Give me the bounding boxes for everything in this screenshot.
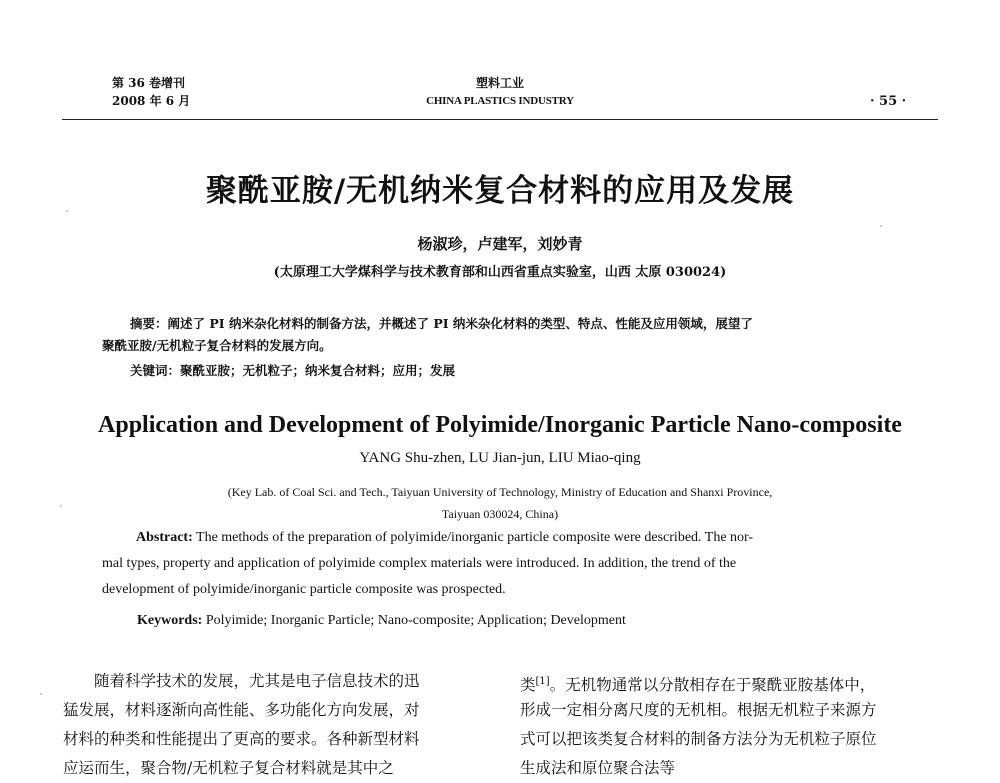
body-left-line-1 (63, 667, 483, 696)
scan-speck (40, 693, 42, 695)
body-right-line-3: 式可以把该类复合材料的制备方法分为无机粒子原位 (520, 730, 877, 748)
article-title-cn: 聚酰亚胺/无机纳米复合材料的应用及发展 (205, 173, 795, 209)
affiliation-en-line-2: Taiyuan 030024, China) (441, 507, 559, 521)
abstract-cn-line-2: 聚酰亚胺/无机粒子复合材料的发展方向。 (102, 338, 332, 353)
affiliation-cn: (太原理工大学煤科学与技术教育部和山西省重点实验室，山西 太原 030024) (273, 265, 727, 280)
keywords-en (137, 613, 626, 629)
body-left-line-4: 应运而生，聚合物/无机粒子复合材料就是其中之 (63, 759, 394, 777)
abstract-en-line-1 (102, 525, 902, 551)
body-right-suffix: 。无机物通常以分散相存在于聚酰亚胺基体中， (549, 676, 876, 695)
body-right-line-2: 形成一定相分离尺度的无机相。根据无机粒子来源方 (520, 701, 877, 719)
issue-date: 2008 年 6 月 (112, 94, 191, 108)
abstract-en-line-3: development of polyimide/inorganic particle composite was prospected. (102, 582, 506, 597)
volume-label: 第 36 卷增刊 (112, 76, 186, 90)
abstract-en (102, 525, 902, 603)
keywords-en-text: Polyimide; Inorganic Particle; Nano-composite; Application; Development (205, 613, 626, 628)
authors-cn: 杨淑珍，卢建军，刘妙青 (417, 235, 583, 253)
body-left-line-3: 材料的种类和性能提出了更高的要求。各种新型材料 (63, 730, 420, 748)
body-left-text-1: 随着科学技术的发展，尤其是电子信息技术的迅 (94, 672, 420, 690)
keywords-cn-text: 聚酰亚胺；无机粒子；纳米复合材料；应用；发展 (180, 363, 456, 378)
affiliation-en (0, 481, 1000, 525)
keywords-en-label: Keywords: (137, 613, 203, 628)
scan-speck (66, 210, 68, 212)
journal-name-cn: 塑料工业 (475, 76, 524, 90)
page-number: · 55 · (870, 94, 907, 109)
body-right-line-4: 生成法和原位聚合法等 (520, 759, 676, 777)
abstract-cn-text-1: 阐述了 PI 纳米杂化材料的制备方法，并概述了 PI 纳米杂化材料的类型、特点、性能及应用领域，展望了 (167, 316, 753, 331)
article-title-en: Application and Development of Polyimide/Inorganic Particle Nano-composite (98, 412, 902, 438)
journal-name-en: CHINA PLASTICS INDUSTRY (426, 95, 574, 107)
scan-speck (880, 225, 882, 227)
header-rule (62, 119, 938, 120)
keywords-cn-label: 关键词： (130, 363, 181, 378)
keywords-cn (130, 361, 455, 379)
body-right-line-1 (520, 667, 940, 696)
body-right-prefix: 类 (520, 676, 536, 695)
abstract-en-line-2: mal types, property and application of polyimide complex materials were introduced. In addition, the trend of the (102, 556, 737, 571)
scan-speck (60, 505, 62, 507)
citation-ref: [1] (535, 676, 550, 687)
affiliation-en-line-1: (Key Lab. of Coal Sci. and Tech., Taiyuan University of Technology, Ministry of Education and Shanxi Province, (227, 485, 773, 499)
body-column-right (520, 667, 940, 783)
abstract-cn-label: 摘要： (130, 316, 168, 331)
abstract-cn (102, 313, 902, 357)
abstract-en-label: Abstract: (136, 530, 193, 545)
authors-en: YANG Shu-zhen, LU Jian-jun, LIU Miao-qing (359, 450, 641, 466)
abstract-en-text-1: The methods of the preparation of polyimide/inorganic particle composite were described. The nor- (196, 530, 754, 545)
body-column-left (63, 667, 483, 783)
journal-name (0, 74, 1000, 110)
abstract-cn-line-1 (102, 313, 902, 335)
body-left-line-2: 猛发展，材料逐渐向高性能、多功能化方向发展，对 (63, 701, 420, 719)
